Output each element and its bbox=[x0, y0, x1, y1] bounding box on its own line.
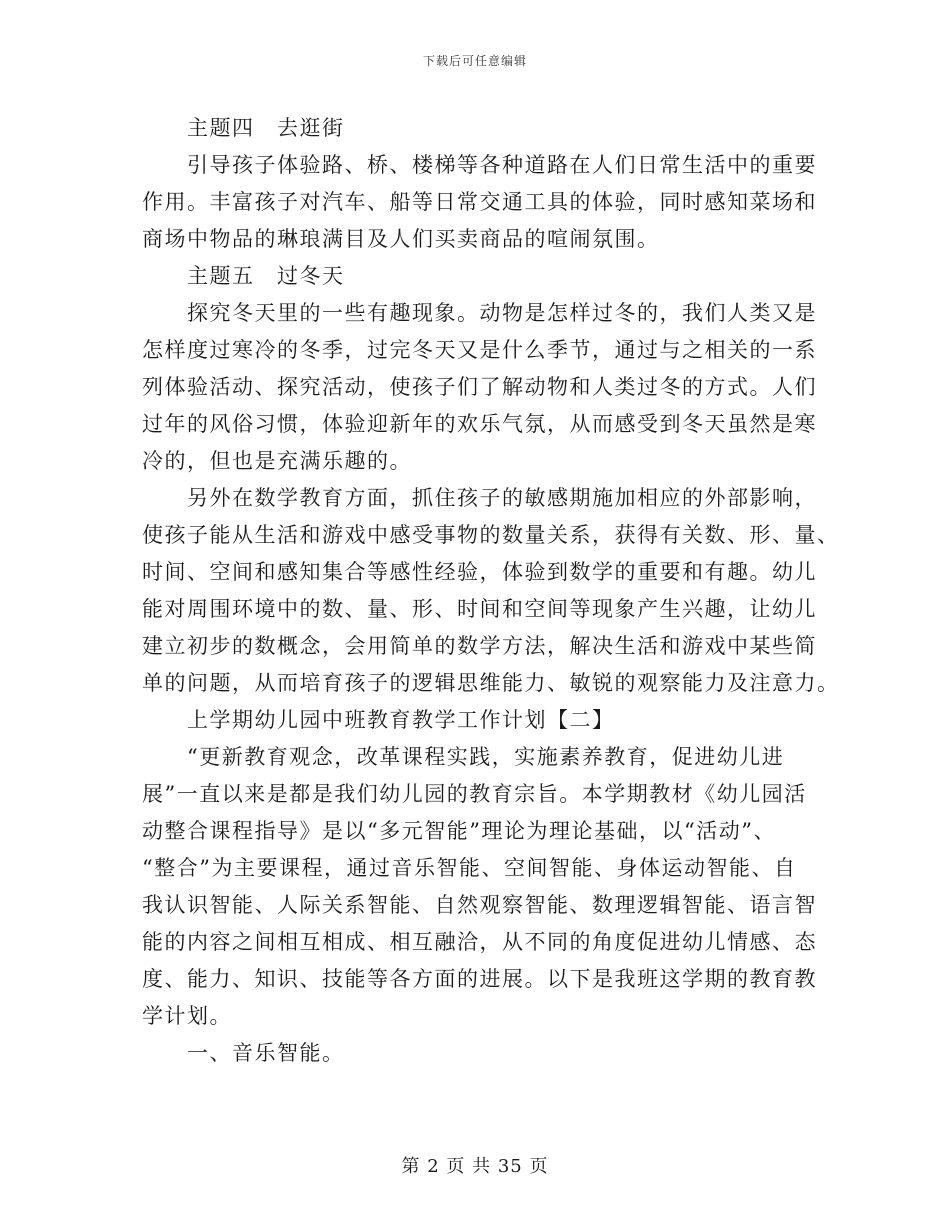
text-line: 另外在数学教育方面，抓住孩子的敏感期施加相应的外部影响， bbox=[142, 486, 817, 510]
text-line: 学计划。 bbox=[142, 1004, 232, 1028]
text-line: 商场中物品的琳琅满目及人们买卖商品的喧闹氛围。 bbox=[142, 227, 660, 251]
text-line: 展”一直以来是都是我们幼儿园的教育宗旨。本学期教材《幼儿园活 bbox=[142, 782, 807, 806]
text-line: 使孩子能从生活和游戏中感受事物的数量关系，获得有关数、形、量、 bbox=[142, 523, 840, 547]
text-line: 作用。丰富孩子对汽车、船等日常交通工具的体验，同时感知菜场和 bbox=[142, 190, 817, 214]
text-line: 动整合课程指导》是以“多元智能”理论为理论基础，以“活动”、 bbox=[142, 819, 776, 843]
text-line: 一、音乐智能。 bbox=[142, 1041, 345, 1065]
text-line: 能的内容之间相互相成、相互融洽，从不同的角度促进幼儿情感、态 bbox=[142, 930, 817, 954]
page-header: 下载后可任意编辑 bbox=[422, 54, 527, 68]
text-line: 时间、空间和感知集合等感性经验，体验到数学的重要和有趣。幼儿 bbox=[142, 560, 817, 584]
text-line: 主题五 过冬天 bbox=[142, 264, 345, 288]
text-line: 主题四 去逛街 bbox=[142, 116, 345, 140]
text-line: 单的问题，从而培育孩子的逻辑思维能力、敏锐的观察能力及注意力。 bbox=[142, 671, 840, 695]
document-body bbox=[142, 110, 840, 1072]
text-line: 能对周围环境中的数、量、形、时间和空间等现象产生兴趣，让幼儿 bbox=[142, 597, 817, 621]
text-line: 探究冬天里的一些有趣现象。动物是怎样过冬的，我们人类又是 bbox=[142, 301, 817, 325]
text-line: 引导孩子体验路、桥、楼梯等各种道路在人们日常生活中的重要 bbox=[142, 153, 817, 177]
text-line: 上学期幼儿园中班教育教学工作计划【二】 bbox=[142, 708, 615, 732]
text-line: 过年的风俗习惯，体验迎新年的欢乐气氛，从而感受到冬天虽然是寒 bbox=[142, 412, 817, 436]
text-line: 怎样度过寒冷的冬季，过完冬天又是什么季节，通过与之相关的一系 bbox=[142, 338, 817, 362]
text-line: “整合”为主要课程，通过音乐智能、空间智能、身体运动智能、自 bbox=[142, 856, 797, 880]
text-line: 度、能力、知识、技能等各方面的进展。以下是我班这学期的教育教 bbox=[142, 967, 817, 991]
page-footer: 第 2 页 共 35 页 bbox=[401, 1156, 549, 1177]
text-line: “更新教育观念，改革课程实践，实施素养教育，促进幼儿进 bbox=[142, 745, 785, 769]
text-line: 列体验活动、探究活动，使孩子们了解动物和人类过冬的方式。人们 bbox=[142, 375, 817, 399]
text-line: 冷的，但也是充满乐趣的。 bbox=[142, 449, 412, 473]
text-line: 我认识智能、人际关系智能、自然观察智能、数理逻辑智能、语言智 bbox=[142, 893, 817, 917]
text-line: 建立初步的数概念，会用简单的数学方法，解决生活和游戏中某些简 bbox=[142, 634, 817, 658]
